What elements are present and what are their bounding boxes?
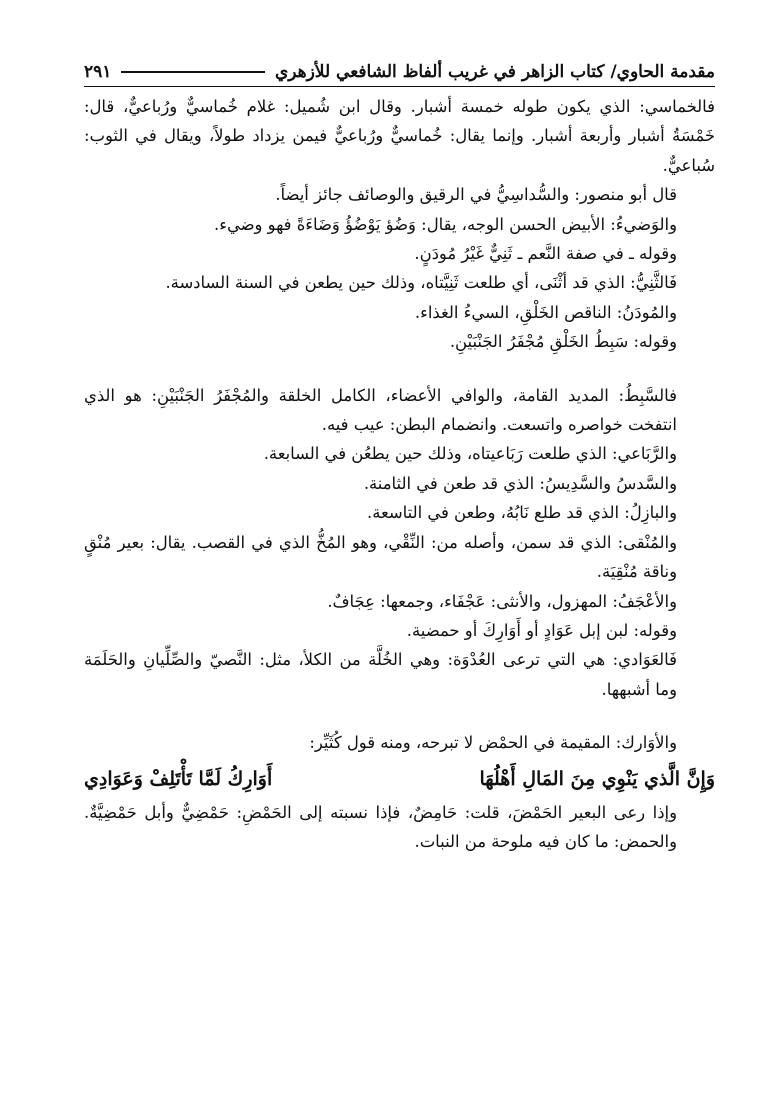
- verse-second-hemistich: أَوَارِكُ لَمَّا تَأْتَلِفْ وَعَوَادِي: [84, 767, 273, 790]
- header-rule: [121, 71, 265, 73]
- paragraph-sabit: فالسَّبِطُ: المديد القامة، والوافي الأعضاء، الكامل الخلقة والمُجْفَرُ الجَنْبَيْنِ: هو الذي انتفخت خواصره واتسعت. وانضمام البطن: عيب فيه.: [84, 385, 677, 435]
- paragraph-quote-thani: وقوله ـ في صفة النَّعم ـ ثَنِيٌّ غَيْرُ مُودَنٍ.: [414, 244, 677, 264]
- paragraph-awadi: فَالعَوَادي: هي التي ترعى العُدْوَة: وهي الخُلَّة من الكلأ، مثل: النَّصيّ والصِّلِّيانِ والحَلَمَة وما أشبهها.: [84, 650, 677, 699]
- paragraph-munqi: والمُنْقى: الذي قد سمن، وأصله من: النِّقْي، وهو المُخُّ الذي في القصب. يقال: بعير مُنْقٍ وناقة مُنْقِيَة.: [84, 532, 677, 582]
- poetry-verse: [84, 758, 715, 798]
- paragraph-awarik: والأوَارك: المقيمة في الحمْض لا تبرحه، ومنه قول كُثَيِّر:: [309, 733, 677, 753]
- header-divider: [84, 86, 715, 87]
- paragraph-thani: فَالثَّنِيُّ: الذي قد أثْنَى، أي طلعت ثَنِيَّتاه، وذلك حين يطعن في السنة السادسة.: [165, 273, 677, 293]
- page-body: [84, 92, 715, 856]
- header-title: مقدمة الحاوي/ كتاب الزاهر في غريب ألفاظ الشافعي للأزهري: [274, 62, 715, 82]
- paragraph-quote-awad: وقوله: لبن إبل عَوَادٍ أو أَوَارِكَ أو حمضية.: [406, 620, 677, 640]
- paragraph-wadi: والوَضيءُ: الأبيض الحسن الوجه، يقال: وَضُؤ يَوْضُؤُ وَضَاءَةً فهو وضيء.: [214, 214, 677, 234]
- verse-first-hemistich: وَإِنَّ الَّذي يَنْوِي مِنَ المَالِ أَهْلُهَا: [479, 767, 715, 790]
- section-gap: [84, 357, 715, 381]
- paragraph-bazil: والبازِلُ: الذي قد طلع نَابُهُ، وطعن في التاسعة.: [367, 503, 677, 523]
- paragraph-sadis: والسَّدسُ والسَّدِيسُ: الذي قد طعن في الثامنة.: [363, 473, 677, 493]
- section-gap: [84, 704, 715, 728]
- paragraph-hamd: وإذا رعى البعير الحَمْضَ، قلت: حَامِضٌ، فإذا نسبته إلى الحَمْضِ: حَمْضِيٌّ وأبل حَمْضِيَّةٌ. والحمض: ما كان فيه ملوحة من النبات.: [84, 802, 677, 851]
- paragraph-sudasi: قال أبو منصور: والسُّداسِيُّ في الرقيق والوصائف جائز أيضاً.: [275, 185, 677, 205]
- running-header: [84, 58, 715, 86]
- paragraph-rubai: والرَّبَاعي: الذي طلعت رَبَاعيتاه، وذلك حين يطعُن في السابعة.: [263, 444, 677, 464]
- paragraph-khumasi: فالخماسي: الذي يكون طوله خمسة أشبار. وقال ابن شُميل: غلام خُماسيٌّ ورُباعيٌّ، قال: خَمْسَةُ أشبار وأربعة أشبار. وإنما يقال: خُماسيٌّ ورُباعيٌّ فيمن يزداد طولاً، ويقال في الثوب: سُباعيٌّ.: [84, 97, 715, 175]
- paragraph-mudan: والمُودَنُ: الناقص الخَلْقِ، السيءُ الغذاء.: [414, 302, 677, 322]
- paragraph-ajaf: والأعْجَفُ: المهزول، والأنثى: عَجْفَاء، وجمعها: عِجَافٌ.: [327, 591, 677, 611]
- paragraph-quote-sabit: وقوله: سَبِطُ الخَلْقِ مُجْفَرُ الجَنْبَيْنِ.: [449, 332, 677, 352]
- page-number: ٢٩١: [84, 62, 112, 82]
